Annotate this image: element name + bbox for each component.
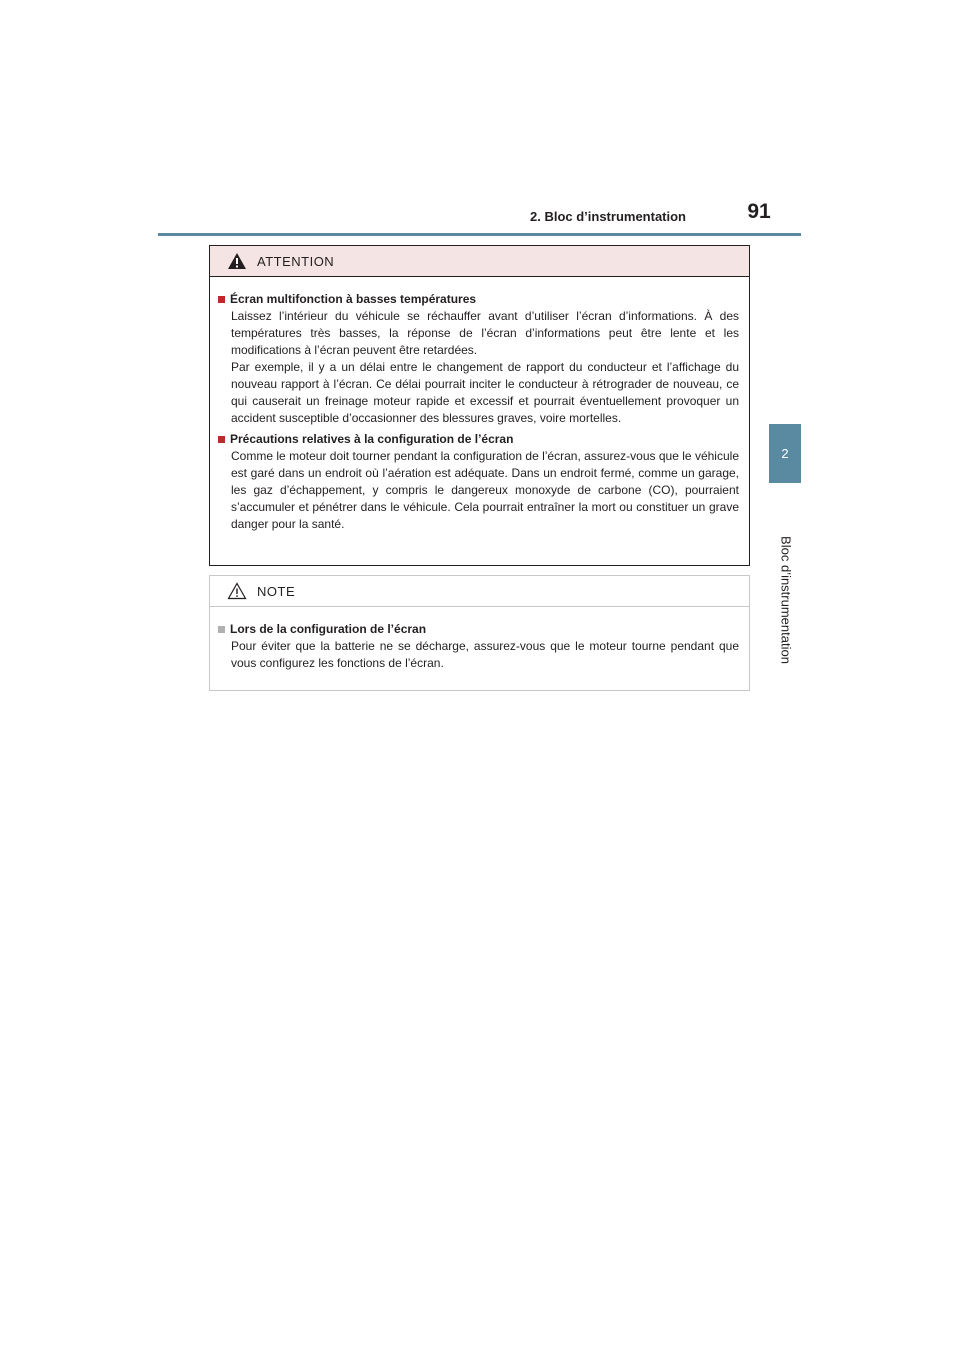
header-rule xyxy=(158,233,801,236)
attention-item-heading xyxy=(218,291,739,308)
attention-title: ATTENTION xyxy=(257,253,335,269)
chapter-tab xyxy=(769,424,801,483)
page-number: 91 xyxy=(747,200,771,223)
note-item-heading xyxy=(218,621,739,638)
square-bullet-icon xyxy=(218,436,225,443)
paragraph: Laissez l’intérieur du véhicule se réchauffer avant d’utiliser l’écran d’informations. À des températures très basses, la réponse de l’écran d’informations peut être lente et les modifications à l’écran peuvent être retardées. xyxy=(231,309,739,357)
attention-item xyxy=(218,431,739,533)
page-header-title: 2. Bloc d’instrumentation xyxy=(529,209,686,224)
note-item xyxy=(218,621,739,672)
attention-item-heading-text: Précautions relatives à la configuration de l’écran xyxy=(230,432,514,446)
note-body xyxy=(210,607,749,672)
chapter-number: 2 xyxy=(781,446,789,461)
square-bullet-icon xyxy=(218,626,225,633)
paragraph: Pour éviter que la batterie ne se décharge, assurez-vous que le moteur tourne pendant que vous configurez les fonctions de l’écran. xyxy=(231,639,739,670)
attention-item-heading-text: Écran multifonction à basses températures xyxy=(230,292,477,306)
attention-item xyxy=(218,291,739,427)
note-box xyxy=(209,575,750,691)
paragraph: Comme le moteur doit tourner pendant la configuration de l’écran, assurez-vous que le véhicule est garé dans un endroit où l’aération est adéquate. Dans un endroit fermé, comme un garage, les gaz d’échappement, y compris le dangereux monoxyde de carbone (CO), pourraient s’accumuler et pénétrer dans le véhicule. Cela pourrait entraîner la mort ou constituer un grave danger pour la santé. xyxy=(231,449,739,531)
attention-item-heading xyxy=(218,431,739,448)
note-header xyxy=(210,576,749,607)
attention-item-text xyxy=(231,308,739,427)
warning-triangle-icon xyxy=(227,252,247,270)
attention-header xyxy=(210,246,749,277)
attention-body xyxy=(210,277,749,533)
paragraph: Par exemple, il y a un délai entre le changement de rapport du conducteur et l’affichage du nouveau rapport à l’écran. Ce délai pourrait inciter le conducteur à rétrograder de nouveau, ce qui causerait un freinage moteur rapide et excessif et pourrait éventuellement provoquer un accident susceptible d’occasionner des blessures graves, voire mortelles. xyxy=(231,360,739,425)
warning-triangle-outline-icon xyxy=(227,582,247,600)
note-title: NOTE xyxy=(257,583,296,599)
attention-box xyxy=(209,245,750,566)
note-item-heading-text: Lors de la configuration de l’écran xyxy=(230,622,427,636)
chapter-side-label-text: Bloc d’instrumentation xyxy=(778,536,794,664)
square-bullet-icon xyxy=(218,296,225,303)
note-item-text xyxy=(231,638,739,672)
attention-item-text xyxy=(231,448,739,533)
